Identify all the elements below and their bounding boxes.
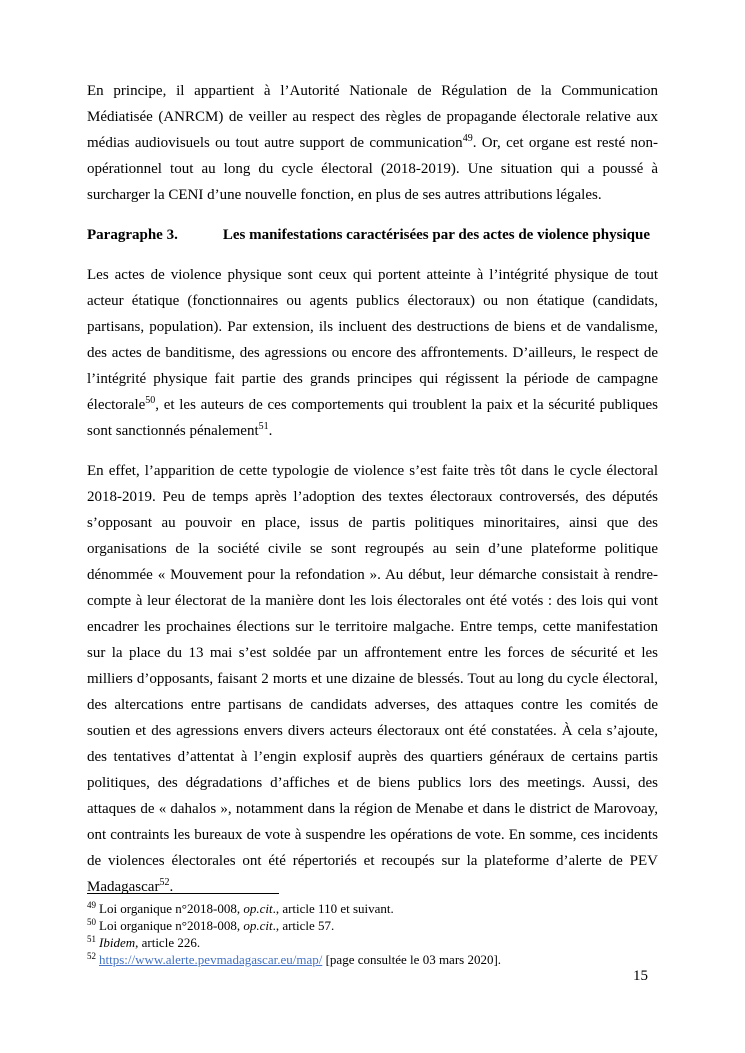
page-number: 15 [633,968,648,984]
page-body [87,78,658,914]
text-run: Loi organique n°2018-008, [99,918,244,933]
footnote-51 [87,934,658,951]
text-run: ., article 110 et suivant. [272,901,394,916]
text-run: En effet, l’apparition de cette typologie de violence s’est faite très tôt dans le cycle électoral 2018-2019. Peu de temps après l’adoption des textes électoraux controversés, des députés s’opposant au pouvoir en place, issus de partis politiques minoritaires, ainsi que des organisations de la société civile se sont regroupés au sein d’une plateforme politique dénommée « Mouvement pour la refondation ». Au début, leur démarche consistait à rendre-compte à leur électorat de la manière dont les lois électorales ont été votés : des lois qui vont encadrer les prochaines élections sur le territoire malgache. Entre temps, cette manifestation sur la place du 13 mai s’est soldée par un affrontement entre les forces de sécurité et les milliers d’opposants, faisant 2 morts et une dizaine de blessés. Tout au long du cycle électoral, des altercations entre partisans de candidats adverses, des attaques contre les comités de soutien et des agressions envers divers acteurs électoraux ont été constatées. À cela s’ajoute, des tentatives d’attentat à l’engin explosif auprès des quartiers généraux de certains partis politiques, des dégradations d’affiches et de biens publics lors des meetings. Aussi, des attaques de « dahalos », notamment dans la région de Menabe et dans le district de Marovoay, ont contraints les bureaux de vote à suspendre les opérations de vote. En somme, ces incidents de violences électorales ont été répertoriés et recoupés sur la plateforme d’alerte de PEV Madagascar [87,463,658,895]
footnotes-section [87,893,658,968]
footnote-text [99,901,394,916]
footnote-52 [87,951,658,968]
footnote-49 [87,900,658,917]
section-heading [87,222,658,248]
footnote-marker: 50 [87,916,96,927]
text-run: , et les auteurs de ces comportements qui troublent la paix et la sécurité publiques sont sanctionnés pénalement [87,397,658,439]
text-run: En principe, il appartient à l’Autorité Nationale de Régulation de la Communication Médiatisée (ANRCM) de veiller au respect des règles de propagande électorale relative aux médias audiovisuels ou tout autre support de communication [87,83,658,151]
text-run: Loi organique n°2018-008, [99,901,244,916]
text-run: . [268,423,273,439]
footnote-text [99,918,334,933]
text-run: , article 226. [135,935,201,950]
footnote-text [99,952,501,967]
section-heading-title: Les manifestations caractérisées par des actes de violence physique [222,227,650,243]
footnote-reference: 51 [258,421,269,432]
italic-text: op.cit [243,918,273,933]
text-run: . Or, cet organe est resté non-opérationnel tout au long du cycle électoral (2018-2019). Une situation qui a poussé à surcharger la CENI d’une nouvelle fonction, en plus de ses autres attributions légales. [87,135,658,203]
footnote-reference: 52 [159,877,170,888]
paragraph-violence-definition [87,262,658,444]
paragraph-anrcm-intro [87,78,658,208]
footnote-marker: 49 [87,899,96,910]
footnote-marker: 51 [87,933,96,944]
paragraph-violence-timeline [87,458,658,900]
footnote-50 [87,917,658,934]
text-run: [page consultée le 03 mars 2020]. [322,952,502,967]
text-run: ., article 57. [272,918,335,933]
footnote-reference: 50 [145,395,156,406]
section-heading-number: Paragraphe 3. [87,227,178,243]
footnote-separator-rule [87,893,279,894]
footnote-text [99,935,200,950]
text-run: Les actes de violence physique sont ceux qui portent atteinte à l’intégrité physique de tout acteur étatique (fonctionnaires ou agents publics électoraux) ou non étatique (candidats, partisans, population). Par extension, ils incluent des destructions de biens et de vandalisme, des actes de banditisme, des agressions ou encore des affrontements. D’ailleurs, le respect de l’intégrité physique fait partie des grands principes qui régissent la période de campagne électorale [87,267,658,413]
footnote-reference: 49 [462,133,473,144]
footnote-marker: 52 [87,950,96,961]
italic-text: op.cit [243,901,273,916]
italic-text: Ibidem [99,935,136,950]
text-run: . [169,879,174,895]
footnote-link-url[interactable]: https://www.alerte.pevmadagascar.eu/map/ [99,952,323,967]
